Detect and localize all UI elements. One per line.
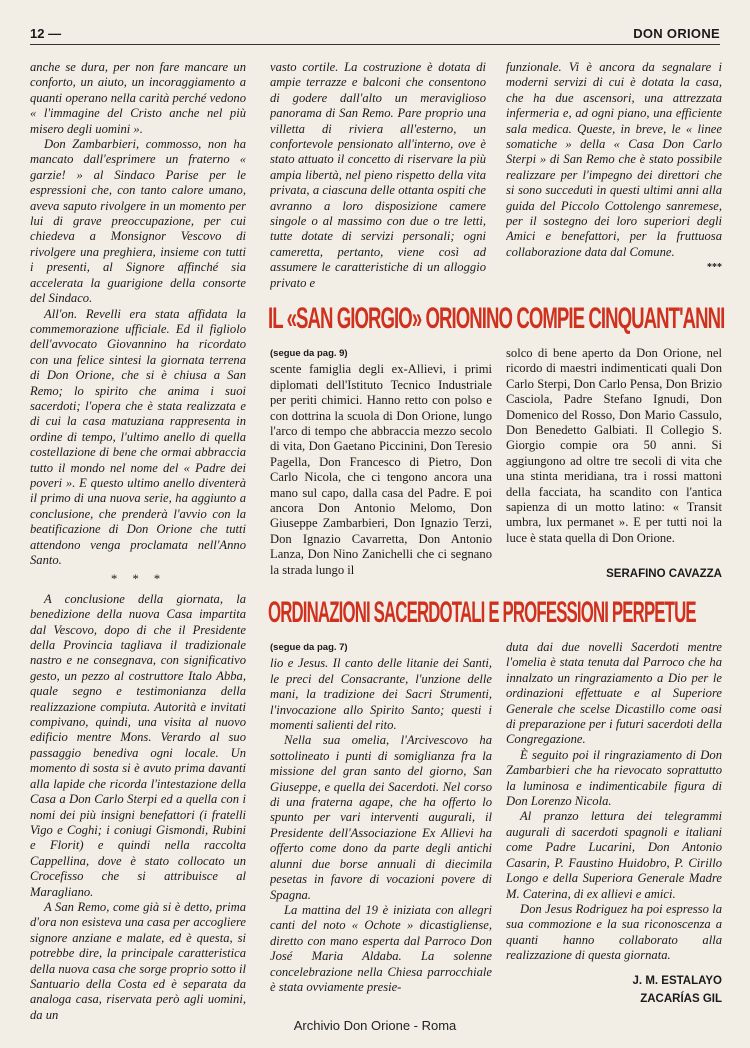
header-rule bbox=[30, 44, 720, 45]
column-3-top bbox=[506, 60, 722, 296]
paragraph: Don Zambarbieri, commosso, non ha mancato dall'esprimere un fraterno « garzie! » al Sindaco Parise per le espressioni che, con tanto calore umano, aveva saputo rivolgere in un momento per lui di grave preoccupazione, per cui chiedeva a Monsignor Vescovo di rivolgere una preghiera, insieme con tutti i presenti, al Signore affinché sia accelerata la guarigione della consorte del Sindaco. bbox=[30, 137, 246, 306]
article1-author: SERAFINO CAVAZZA bbox=[606, 568, 722, 580]
article-title-san-giorgio: IL «SAN GIORGIO» ORIONINO COMPIE CINQUANT'ANNI bbox=[268, 302, 725, 335]
end-mark: *** bbox=[707, 262, 722, 274]
archive-footer bbox=[0, 1018, 750, 1033]
paragraph: vasto cortile. La costruzione è dotata di ampie terrazze e balconi che consentono di godere dall'alto un meraviglioso panorama di San Remo. Pare proprio una villetta di riviera all'esterno, un confortevole pensionato all'interno, ove è stato attuato il concetto di riservare la più ampia libertà, nel pieno rispetto della vita privata, a ciascuna delle ottanta ospiti che avranno a loro disposizione camere singole o al massimo con due o tre letti, tutte dotate di servizi personali; ogni cameretta, pertanto, viene così ad assumere le caratteristiche di un alloggio privato e bbox=[270, 60, 486, 290]
page-number: 12 — bbox=[30, 26, 62, 41]
archive-label: Archivio Don Orione - Roma bbox=[286, 1016, 465, 1035]
paragraph: A San Remo, come già si è detto, prima d'ora non esisteva una casa per accogliere signore anziane e malate, ed è questa, si potrebbe dire, la principale caratteristica della nuova casa che sorge proprio sotto il Santuario della Costa ed è separata da analoga casa, riservata però agli uomini, da un bbox=[30, 899, 246, 1022]
section-separator: * * * bbox=[110, 572, 166, 587]
column-2-top bbox=[270, 60, 486, 296]
paragraph: Al pranzo lettura dei telegrammi augurali di sacerdoti spagnoli e italiani come Padre Lucarini, Don Antonio Casarin, P. Faustino Huidobro, P. Cirillo Longo e della Superiora Generale Madre M. Caterina, di ex allievi e amici. bbox=[506, 809, 722, 901]
continued-from: (segue da pag. 7) bbox=[270, 642, 348, 653]
paragraph: La mattina del 19 è iniziata con allegri canti del noto « Ochote » dicastigliense, diretto con mano esperta dal Parroco Don José Maria Aldaba. La solenne concelebrazione nella Chiesa parrocchiale è stata ovviamente presie- bbox=[270, 902, 492, 994]
paragraph: Nella sua omelia, l'Arcivescovo ha sottolineato i punti di somiglianza fra la missione del gran santo del giorno, San Giuseppe, e quella dei Sacerdoti. Nel corso di una fraterna agape, che ha offerto lo spunto per vari interventi augurali, il Presidente dell'Associazione Ex Allievi ha offerto come dono da parte degli antichi alunni due borse annuali di diecimila pesetas in favore di vocazioni povere di Spagna. bbox=[270, 733, 492, 902]
article2-left-column bbox=[270, 640, 492, 1040]
column-1 bbox=[30, 60, 246, 1048]
paragraph: A conclusione della giornata, la benedizione della nuova Casa impartita dal Vescovo, dopo di che il Presidente della Provincia tagliava il tradizionale nastro e ne consegnava, con significativo gesto, un pezzo al costruttore Italo Abba, quale segno e testimonianza della realizzazione compiuta. Autorità e invitati compivano, quindi, una visita al nuovo edificio mentre Mons. Verardo al suo passaggio benediva ogni locale. Un momento di sosta si è avuto prima davanti alla lapide che ricorda l'intestazione della Casa a Don Carlo Sterpi ed a quella con i nomi dei più insigni benefattori (i fratelli Vigo e Coghi; i coniugi Gismondi, Rubini e Florit) e quindi nella raccolta Cappellina, dove è stato collocato un Crocefisso che si attribuisce al Maragliano. bbox=[30, 591, 246, 899]
article2-right-column bbox=[506, 640, 722, 970]
paragraph: È seguito poi il ringraziamento di Don Zambarbieri che ha rievocato soprattutto la luminosa e indimenticabile figura di Don Lorenzo Nicola. bbox=[506, 747, 722, 809]
paragraph: scente famiglia degli ex-Allievi, i primi diplomati dell'Istituto Tecnico Industriale per periti chimici. Hanno retto con polso e con dottrina la scuola di Don Orione, lungo l'arco di tempo che abbraccia mezzo secolo di vita, Don Gaetano Piccinini, Don Teresio Pagella, Don Francesco di Pietro, Don Carlo Nicola, che ci tengono ancora una mano sul capo, dalla casa del Padre. E poi ancora Don Antonio Melomo, Don Giuseppe Zambarbieri, Don Ignazio Terzi, Don Ignazio Cavarretta, Don Antonio Lanza, Don Nino Zanichelli che ci segnano la strada lungo il bbox=[270, 362, 492, 577]
paragraph: lio e Jesus. Il canto delle litanie dei Santi, le preci del Consacrante, l'unzione delle mani, la tradizione dei Sacri Strumenti, l'invocazione allo Spirito Santo; questi i momenti salienti del rito. bbox=[270, 656, 492, 733]
paragraph: All'on. Revelli era stata affidata la commemorazione ufficiale. Ed il figliolo dell'avvocato Giovannino ha ricordato con una felice sintesi la giornata terrena di Don Orione, che si è chiusa a San Remo; lo spirito che anima i suoi sacerdoti; l'opera che è stata realizzata e di cui la casa matuziana rappresenta in ordine di tempo, l'ultimo anello di quella costellazione di bene che ormai abbraccia tutto il mondo nel nome del « Padre dei poveri ». E questo ultimo anello diventerà il primo di una nuova serie, ha aggiunto a conclusione, che prenderà l'avvio con la beatificazione di Don Orione che tutti attendono venga proclamata nell'Anno Santo. bbox=[30, 306, 246, 567]
paragraph: duta dai due novelli Sacerdoti mentre l'omelia è stata tenuta dal Parroco che ha innalzato un ringraziamento a Dio per le ordinazioni effettuate e al Superiore Generale che scelse Dicastillo come oasi di preparazione per i futuri sacerdoti della Congregazione. bbox=[506, 640, 722, 747]
article1-right-column bbox=[506, 346, 722, 556]
article-title-ordinazioni: ORDINAZIONI SACERDOTALI E PROFESSIONI PERPETUE bbox=[268, 596, 696, 629]
paragraph: solco di bene aperto da Don Orione, nel ricordo di maestri indimenticati quali Don Carlo Sterpi, Don Carlo Pensa, Don Brizio Casciola, Padre Stefano Ignudi, Don Domenico del Rosso, Don Mario Cassulo, Don Benedetto Galbiati. Il Collegio S. Giorgio compie ora 50 anni. Si aggiungono ad oltre tre secoli di vita che una stinta meridiana, tra i rossi mattoni della facciata, ha scandito con l'antica sapienza di un motto latino: « Transit umbra, lux permanet ». E per tutti noi la luce è stata quella di Don Orione. bbox=[506, 346, 722, 545]
paragraph: anche se dura, per non fare mancare un conforto, un aiuto, un incoraggiamento a quanti operano nella carità perché vedono « l'immagine del Cristo anche nel più misero degli uomini ». bbox=[30, 60, 246, 136]
paragraph: funzionale. Vi è ancora da segnalare i moderni servizi di cui è dotata la casa, che ha due ascensori, una attrezzata infermeria e, ad ogni piano, una efficiente sala medica. Queste, in breve, le « linee somatiche » della « Casa Don Carlo Sterpi » di San Remo che è stato possibile realizzare per l'impegno dei direttori che si sono succeduti in questi ultimi anni alla guida del Piccolo Cottolengo sanremese, per il sostegno dei loro superiori degli Amici e benefattori, per la fruttuosa collaborazione data dal Comune. bbox=[506, 60, 722, 259]
magazine-name: DON ORIONE bbox=[633, 26, 720, 41]
paragraph: Don Jesus Rodriguez ha poi espresso la sua commozione e la sua riconoscenza a quanti hanno collaborato alla realizzazione di questa giornata. bbox=[506, 901, 722, 963]
article1-left-column bbox=[270, 346, 492, 588]
article2-author-1: J. M. ESTALAYO bbox=[632, 975, 722, 987]
page-header bbox=[30, 26, 720, 46]
continued-from: (segue da pag. 9) bbox=[270, 348, 348, 359]
article2-author-2: ZACARÍAS GIL bbox=[640, 993, 722, 1005]
